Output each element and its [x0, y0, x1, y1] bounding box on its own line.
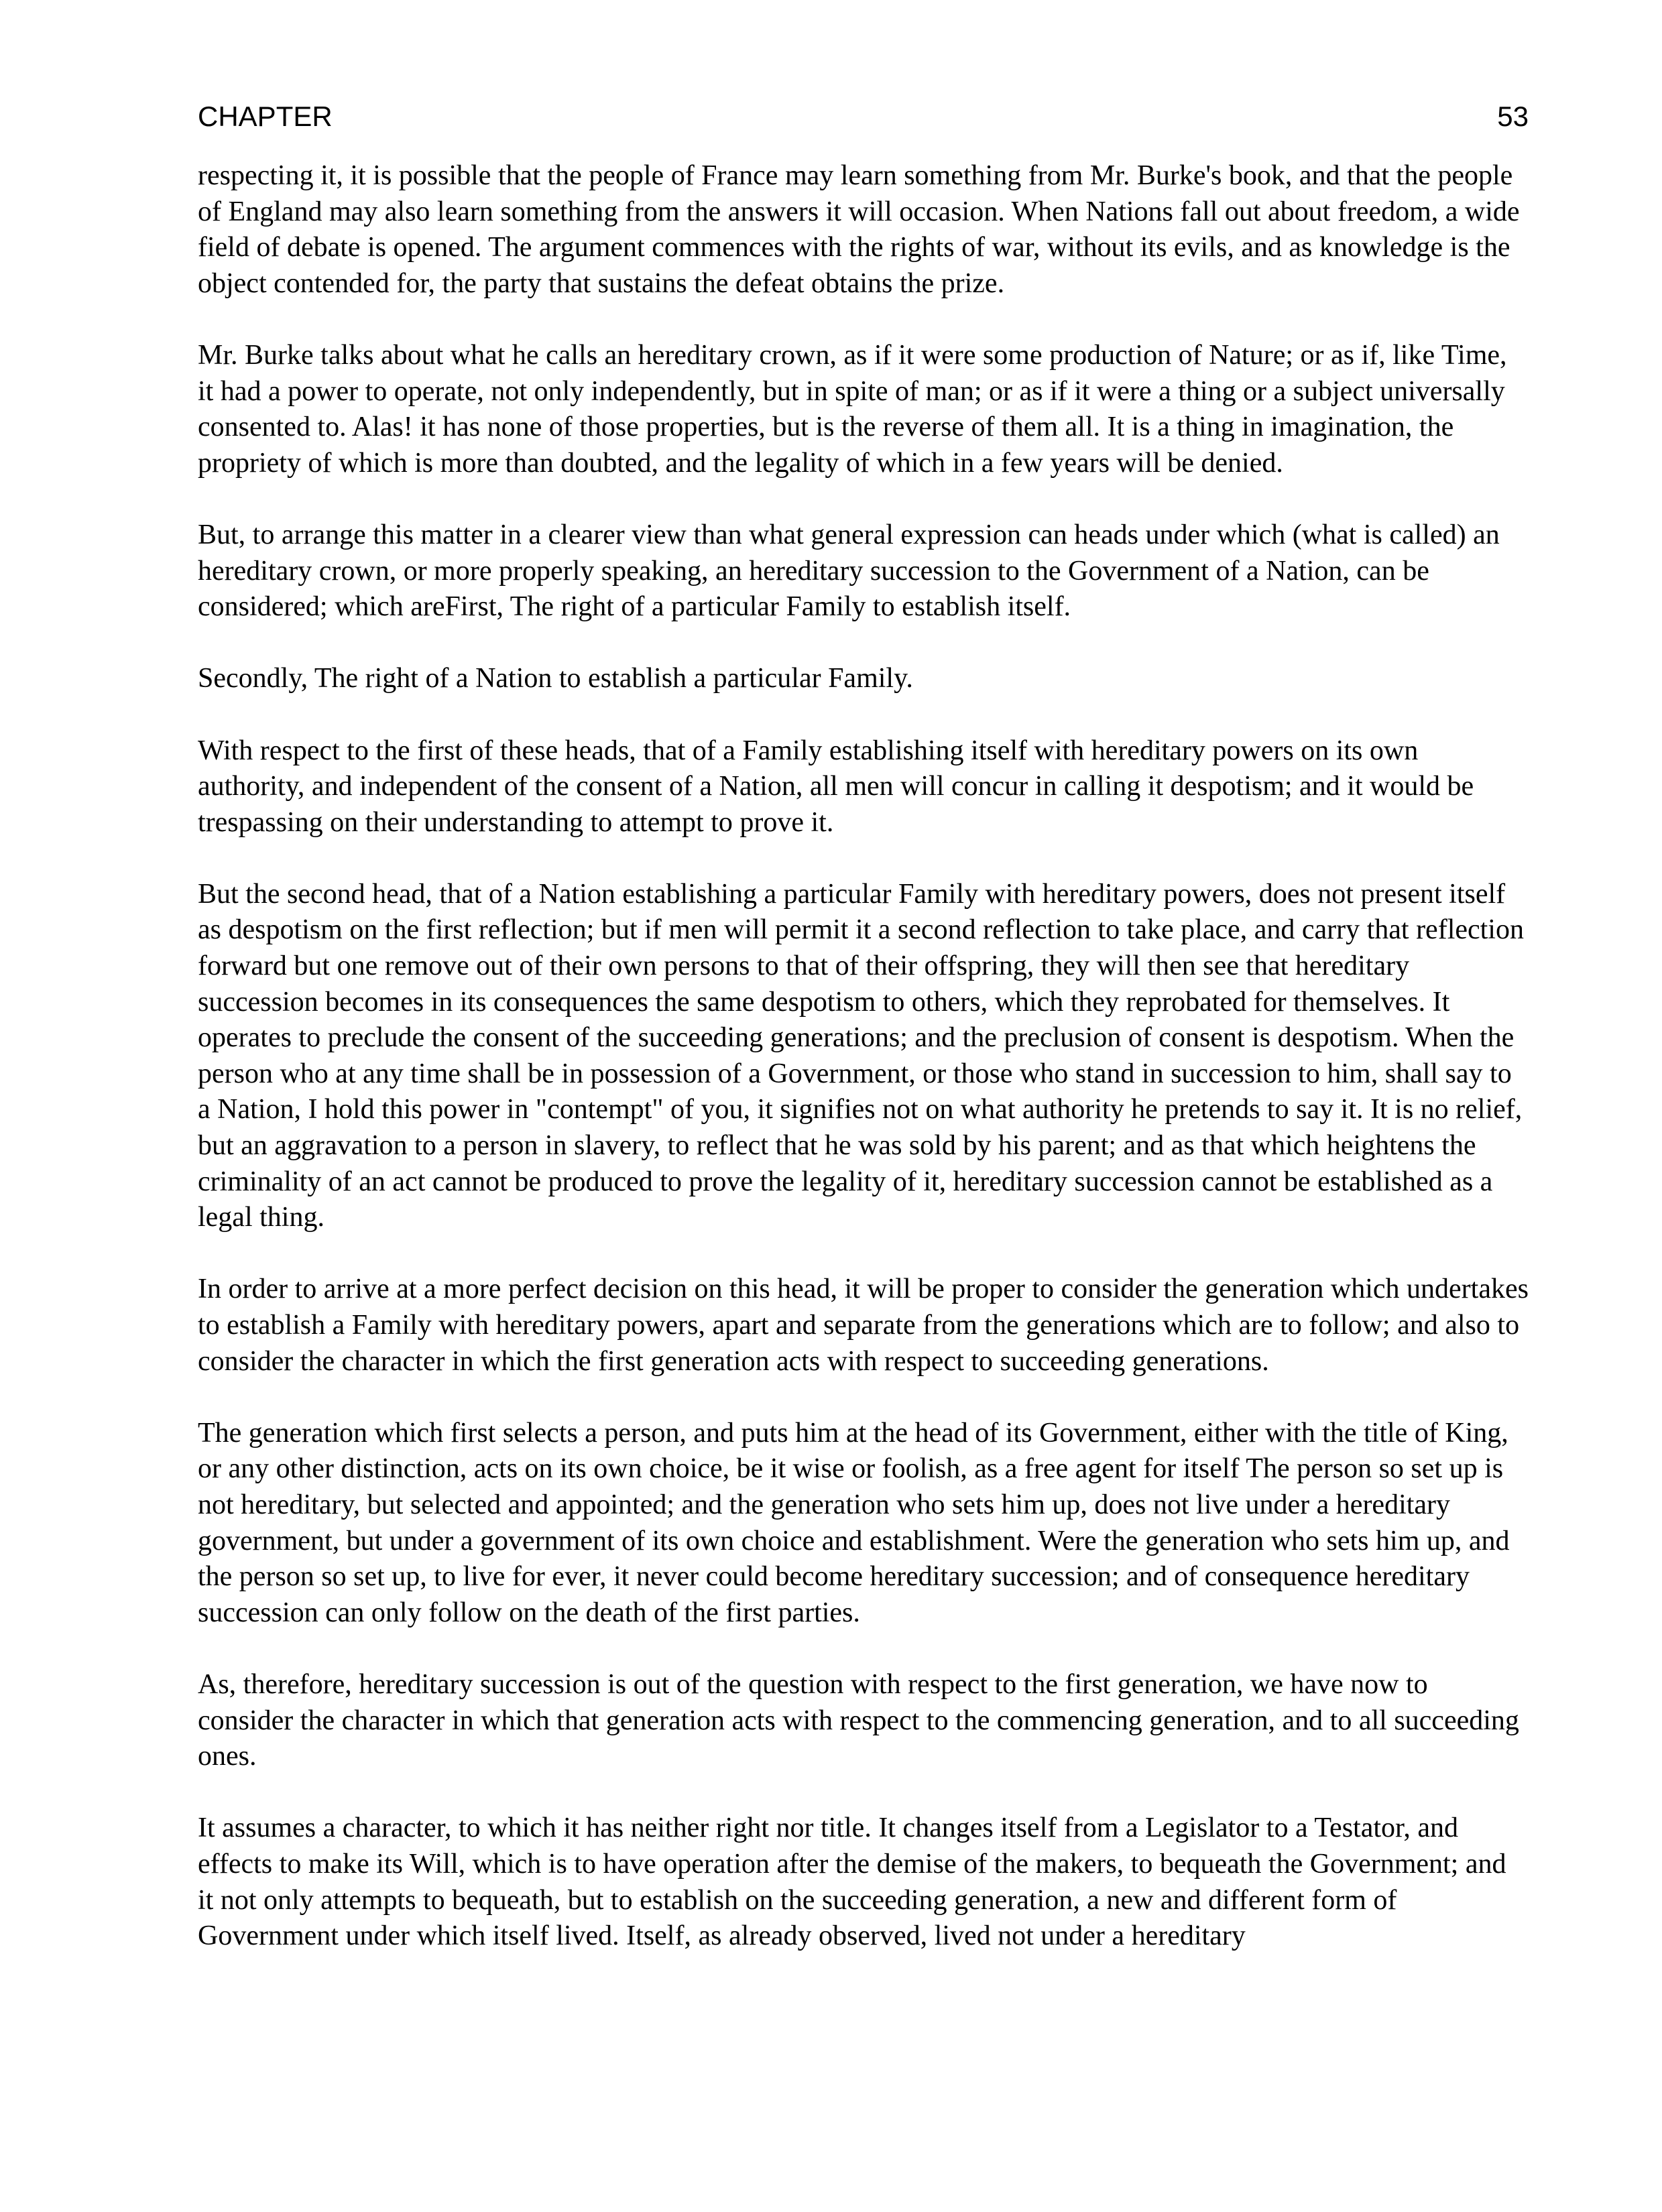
paragraph: In order to arrive at a more perfect decision on this head, it will be proper to consider the generation which undertakes to establish a Family with hereditary powers, apart and separate from the generations which are to follow; and also to consider the character in which the first generation acts with respect to succeeding generations. [198, 1274, 1529, 1377]
paragraph: With respect to the first of these heads, that of a Family establishing itself with hereditary powers on its own authority, and independent of the consent of a Nation, all men will concur in calling it despotism; and it would be trespassing on their understanding to attempt to prove it. [198, 735, 1474, 838]
chapter-label: CHAPTER [198, 101, 333, 132]
paragraph: The generation which first selects a person, and puts him at the head of its Government, either with the title of King, or any other distinction, acts on its own choice, be it wise or foolish, as a free agent for itself The person so set up is not hereditary, but selected and appointed; and the generation who sets him up, does not live under a hereditary government, but under a government of its own choice and establishment. Were the generation who sets him up, and the person so set up, to live for ever, it never could become hereditary succession; and of consequence hereditary succession can only follow on the death of the first parties. [198, 1417, 1510, 1628]
paragraph: As, therefore, hereditary succession is out of the question with respect to the first generation, we have now to consider the character in which that generation acts with respect to the commencing generation, and to all succeeding ones. [198, 1668, 1519, 1772]
paragraph: Mr. Burke talks about what he calls an hereditary crown, as if it were some production of Nature; or as if, like Time, it had a power to operate, not only independently, but in spite of man; or as if it were a thing or a subject universally consented to. Alas! it has none of those properties, but is the reverse of them all. It is a thing in imagination, the propriety of which is more than doubted, and the legality of which in a few years will be denied. [198, 339, 1507, 479]
paragraph: It assumes a character, to which it has neither right nor title. It changes itself from a Legislator to a Testator, and effects to make its Will, which is to have operation after the demise of the makers, to bequeath the Government; and it not only attempts to bequeath, but to establish on the succeeding generation, a new and different form of Government under which itself lived. Itself, as already observed, lived not under a hereditary [198, 1812, 1506, 1952]
body-text [198, 158, 1529, 1990]
paragraph: respecting it, it is possible that the people of France may learn something from Mr. Burke's book, and that the people of England may also learn something from the answers it will occasion. When Nations fall out about freedom, a wide field of debate is opened. The argument commences with the rights of war, without its evils, and as knowledge is the object contended for, the party that sustains the defeat obtains the prize. [198, 160, 1520, 299]
page-number: 53 [1497, 101, 1529, 132]
paragraph: But the second head, that of a Nation establishing a particular Family with hereditary powers, does not present itself as despotism on the first reflection; but if men will permit it a second reflection to take place, and carry that reflection forward but one remove out of their own persons to that of their offspring, they will then see that hereditary succession becomes in its consequences the same despotism to others, which they reprobated for themselves. It operates to preclude the consent of the succeeding generations; and the preclusion of consent is despotism. When the person who at any time shall be in possession of a Government, or those who stand in succession to him, shall say to a Nation, I hold this power in "contempt" of you, it signifies not on what authority he pretends to say it. It is no relief, but an aggravation to a person in slavery, to reflect that he was sold by his parent; and as that which heightens the criminality of an act cannot be produced to prove the legality of it, hereditary succession cannot be established as a legal thing. [198, 878, 1524, 1233]
running-header [198, 101, 1529, 141]
paragraph: But, to arrange this matter in a clearer view than what general expression can heads under which (what is called) an hereditary crown, or more properly speaking, an hereditary succession to the Government of a Nation, can be considered; which areFirst, The right of a particular Family to establish itself. [198, 519, 1500, 623]
paragraph: Secondly, The right of a Nation to establish a particular Family. [198, 663, 913, 694]
